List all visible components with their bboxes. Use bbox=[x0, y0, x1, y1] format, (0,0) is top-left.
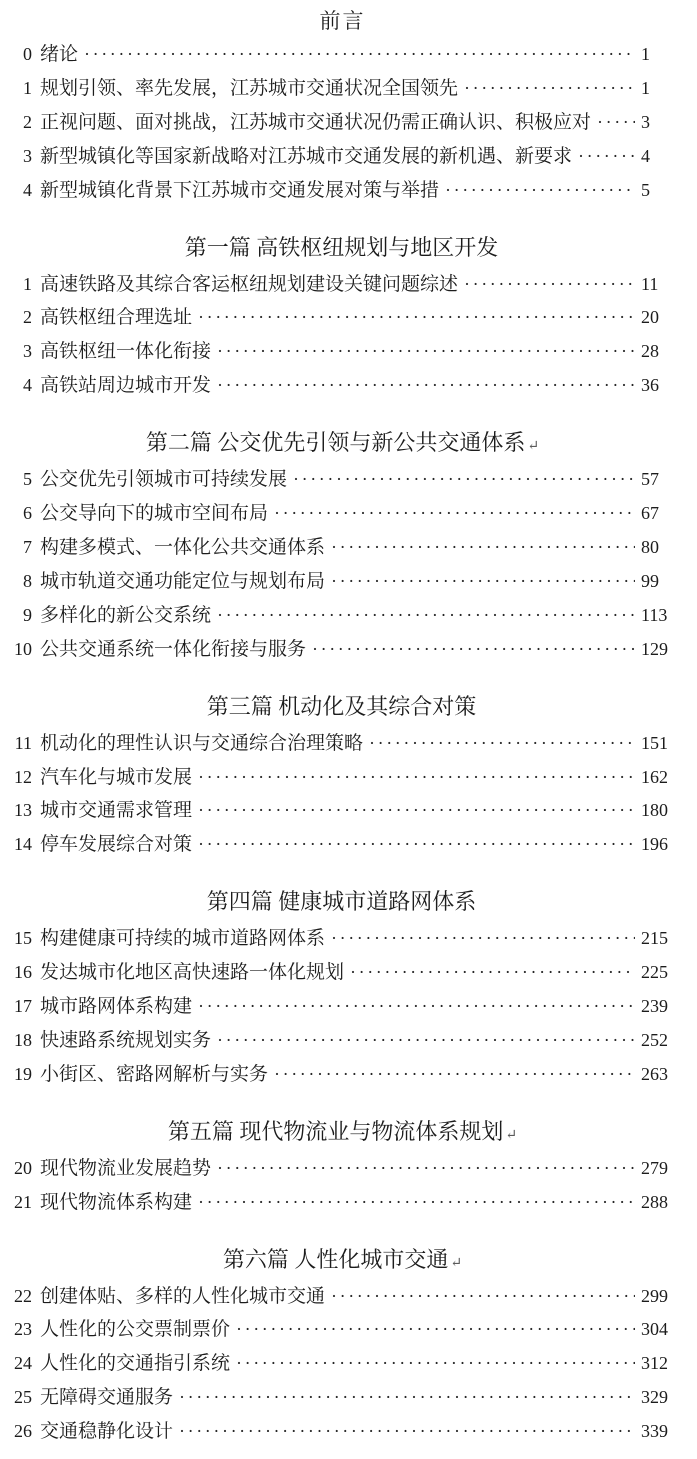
page-number: 57 bbox=[641, 469, 659, 490]
chapter-title: 汽车化与城市发展 bbox=[40, 766, 193, 788]
toc-entry bbox=[10, 1415, 675, 1449]
dot-leader bbox=[198, 828, 635, 862]
toc-section-part4 bbox=[10, 885, 675, 1092]
page-number: 1 bbox=[641, 77, 650, 98]
toc-entry bbox=[10, 1024, 675, 1058]
page-number: 151 bbox=[641, 732, 668, 753]
toc-entry bbox=[10, 1186, 675, 1220]
section-header-text: 第六篇 人性化城市交通 bbox=[222, 1246, 449, 1272]
toc-entry bbox=[10, 565, 675, 599]
chapter-number: 16 bbox=[14, 962, 32, 983]
page-number: 80 bbox=[641, 536, 659, 557]
toc-entry bbox=[10, 1152, 675, 1186]
chapter-title: 构建多模式、一体化公共交通体系 bbox=[40, 536, 326, 558]
section-header-text: 第五篇 现代物流业与物流体系规划 bbox=[167, 1118, 504, 1144]
toc-entry bbox=[10, 1381, 675, 1415]
section-header-text: 第四篇 健康城市道路网体系 bbox=[206, 889, 477, 915]
toc-entry bbox=[10, 828, 675, 862]
chapter-number: 19 bbox=[14, 1063, 32, 1084]
section-header bbox=[10, 690, 675, 727]
chapter-number: 25 bbox=[14, 1387, 32, 1408]
dot-leader bbox=[350, 956, 635, 990]
dot-leader bbox=[236, 1347, 635, 1381]
page-number: 304 bbox=[641, 1319, 668, 1340]
toc-entry bbox=[10, 794, 675, 828]
dot-leader bbox=[217, 1152, 635, 1186]
page-number: 3 bbox=[641, 111, 650, 132]
chapter-title: 公共交通系统一体化衔接与服务 bbox=[40, 638, 307, 660]
chapter-title: 城市轨道交通功能定位与规划布局 bbox=[40, 570, 326, 592]
toc-entry bbox=[10, 599, 675, 633]
chapter-number: 12 bbox=[14, 766, 32, 787]
page-number: 329 bbox=[641, 1387, 668, 1408]
chapter-number: 11 bbox=[14, 732, 32, 753]
chapter-title: 交通稳静化设计 bbox=[40, 1421, 174, 1443]
section-header bbox=[10, 231, 675, 268]
dot-leader bbox=[236, 1313, 635, 1347]
toc-section-part5 bbox=[10, 1115, 675, 1220]
page-number: 312 bbox=[641, 1353, 668, 1374]
dot-leader bbox=[445, 174, 635, 208]
page-number: 36 bbox=[641, 375, 659, 396]
chapter-title: 无障碍交通服务 bbox=[40, 1387, 174, 1409]
dot-leader bbox=[217, 335, 635, 369]
chapter-number: 1 bbox=[23, 77, 32, 98]
return-mark-icon: ↵ bbox=[527, 439, 540, 455]
toc-entry bbox=[10, 72, 675, 106]
chapter-number: 15 bbox=[14, 928, 32, 949]
page-number: 252 bbox=[641, 1029, 668, 1050]
dot-leader bbox=[274, 1058, 635, 1092]
page-number: 67 bbox=[641, 503, 659, 524]
toc-entry bbox=[10, 531, 675, 565]
chapter-number: 18 bbox=[14, 1029, 32, 1050]
dot-leader bbox=[331, 1280, 635, 1314]
toc-entry bbox=[10, 1313, 675, 1347]
chapter-title: 高铁枢纽合理选址 bbox=[40, 307, 193, 329]
dot-leader bbox=[464, 72, 635, 106]
section-header-text: 第二篇 公交优先引领与新公共交通体系 bbox=[145, 430, 526, 456]
chapter-number: 26 bbox=[14, 1421, 32, 1442]
chapter-number: 20 bbox=[14, 1157, 32, 1178]
toc-section-part2 bbox=[10, 426, 675, 666]
toc-section-part1 bbox=[10, 231, 675, 404]
chapter-title: 停车发展综合对策 bbox=[40, 834, 193, 856]
dot-leader bbox=[198, 990, 635, 1024]
toc-entry bbox=[10, 990, 675, 1024]
chapter-number: 21 bbox=[14, 1191, 32, 1212]
dot-leader bbox=[331, 922, 635, 956]
section-header bbox=[10, 1243, 675, 1280]
dot-leader bbox=[198, 1186, 635, 1220]
chapter-title: 高速铁路及其综合客运枢纽规划建设关键问题综述 bbox=[40, 273, 459, 295]
page-number: 20 bbox=[641, 307, 659, 328]
chapter-number: 3 bbox=[23, 341, 32, 362]
dot-leader bbox=[274, 497, 635, 531]
chapter-number: 5 bbox=[23, 469, 32, 490]
chapter-number: 2 bbox=[23, 307, 32, 328]
toc-section-part6 bbox=[10, 1243, 675, 1450]
dot-leader bbox=[578, 140, 635, 174]
toc-entry bbox=[10, 140, 675, 174]
chapter-number: 10 bbox=[14, 638, 32, 659]
chapter-number: 23 bbox=[14, 1319, 32, 1340]
page-number: 239 bbox=[641, 996, 668, 1017]
chapter-number: 9 bbox=[23, 604, 32, 625]
dot-leader bbox=[217, 1024, 635, 1058]
page-number: 1 bbox=[641, 44, 650, 64]
chapter-title: 发达城市化地区高快速路一体化规划 bbox=[40, 962, 345, 984]
chapter-title: 现代物流业发展趋势 bbox=[40, 1157, 212, 1179]
toc-entry bbox=[10, 1280, 675, 1314]
section-header-text: 第三篇 机动化及其综合对策 bbox=[206, 693, 477, 719]
dot-leader bbox=[312, 633, 635, 667]
chapter-title: 小街区、密路网解析与实务 bbox=[40, 1063, 269, 1085]
dot-leader bbox=[198, 301, 635, 335]
chapter-number: 7 bbox=[23, 536, 32, 557]
chapter-title: 人性化的公交票制票价 bbox=[40, 1319, 231, 1341]
toc-entry bbox=[10, 497, 675, 531]
dot-leader bbox=[198, 761, 635, 795]
chapter-number: 17 bbox=[14, 996, 32, 1017]
dot-leader bbox=[217, 599, 635, 633]
chapter-title: 人性化的交通指引系统 bbox=[40, 1353, 231, 1375]
chapter-number: 8 bbox=[23, 570, 32, 591]
dot-leader bbox=[464, 268, 635, 302]
dot-leader bbox=[597, 106, 635, 140]
toc-entry bbox=[10, 268, 675, 302]
chapter-number: 14 bbox=[14, 834, 32, 855]
chapter-title: 现代物流体系构建 bbox=[40, 1191, 193, 1213]
page-number: 215 bbox=[641, 928, 668, 949]
page-number: 196 bbox=[641, 834, 668, 855]
chapter-title: 公交优先引领城市可持续发展 bbox=[40, 469, 288, 491]
toc-entry bbox=[10, 38, 675, 72]
chapter-number: 1 bbox=[23, 273, 32, 294]
return-mark-icon: ↵ bbox=[505, 1127, 518, 1143]
dot-leader bbox=[331, 565, 635, 599]
toc-entry bbox=[10, 369, 675, 403]
chapter-number: 24 bbox=[14, 1353, 32, 1374]
return-mark-icon: ↵ bbox=[450, 1255, 463, 1271]
chapter-title: 高铁枢纽一体化衔接 bbox=[40, 341, 212, 363]
dot-leader bbox=[179, 1415, 635, 1449]
toc-entry bbox=[10, 1058, 675, 1092]
page-number: 4 bbox=[641, 145, 650, 166]
page-number: 162 bbox=[641, 766, 668, 787]
toc-entry bbox=[10, 335, 675, 369]
chapter-title: 正视问题、面对挑战，江苏城市交通状况仍需正确认识、积极应对 bbox=[40, 111, 592, 133]
chapter-title: 创建体贴、多样的人性化城市交通 bbox=[40, 1285, 326, 1307]
toc-entry bbox=[10, 106, 675, 140]
page-number: 11 bbox=[641, 273, 659, 294]
dot-leader bbox=[84, 38, 635, 72]
dot-leader bbox=[198, 794, 635, 828]
page-number: 263 bbox=[641, 1063, 668, 1084]
page-number: 5 bbox=[641, 179, 650, 200]
toc-entry bbox=[10, 956, 675, 990]
chapter-title: 多样化的新公交系统 bbox=[40, 604, 212, 626]
chapter-title: 公交导向下的城市空间布局 bbox=[40, 503, 269, 525]
toc-section-preface bbox=[10, 38, 675, 208]
chapter-number: 4 bbox=[23, 179, 32, 200]
section-header bbox=[10, 885, 675, 922]
dot-leader bbox=[331, 531, 635, 565]
doc-title: 前言 bbox=[319, 9, 366, 33]
toc-entry bbox=[10, 633, 675, 667]
dot-leader bbox=[217, 369, 635, 403]
chapter-title: 城市交通需求管理 bbox=[40, 800, 193, 822]
chapter-title: 高铁站周边城市开发 bbox=[40, 375, 212, 397]
chapter-title: 构建健康可持续的城市道路网体系 bbox=[40, 928, 326, 950]
chapter-title: 快速路系统规划实务 bbox=[40, 1029, 212, 1051]
toc-entry bbox=[10, 301, 675, 335]
toc-entry bbox=[10, 463, 675, 497]
chapter-title: 新型城镇化等国家新战略对江苏城市交通发展的新机遇、新要求 bbox=[40, 145, 573, 167]
chapter-title: 机动化的理性认识与交通综合治理策略 bbox=[40, 732, 364, 754]
chapter-title: 新型城镇化背景下江苏城市交通发展对策与举措 bbox=[40, 179, 440, 201]
chapter-number: 13 bbox=[14, 800, 32, 821]
toc-section-part3 bbox=[10, 690, 675, 863]
chapter-number: 6 bbox=[23, 503, 32, 524]
section-header bbox=[10, 426, 675, 463]
page-number: 299 bbox=[641, 1285, 668, 1306]
toc-entry bbox=[10, 727, 675, 761]
chapter-number: 4 bbox=[23, 375, 32, 396]
page-number: 113 bbox=[641, 604, 668, 625]
chapter-title: 绪论 bbox=[40, 44, 79, 65]
dot-leader bbox=[369, 727, 635, 761]
toc-entry bbox=[10, 761, 675, 795]
section-header bbox=[10, 1115, 675, 1152]
chapter-number: 0 bbox=[23, 44, 32, 64]
chapter-title: 城市路网体系构建 bbox=[40, 996, 193, 1018]
page-number: 28 bbox=[641, 341, 659, 362]
page-number: 180 bbox=[641, 800, 668, 821]
page-number: 129 bbox=[641, 638, 668, 659]
toc-entry bbox=[10, 1347, 675, 1381]
dot-leader bbox=[293, 463, 635, 497]
toc-entry bbox=[10, 174, 675, 208]
chapter-number: 3 bbox=[23, 145, 32, 166]
section-header-text: 第一篇 高铁枢纽规划与地区开发 bbox=[184, 234, 499, 260]
page-number: 339 bbox=[641, 1421, 668, 1442]
toc-entry bbox=[10, 922, 675, 956]
page-number: 99 bbox=[641, 570, 659, 591]
page-number: 288 bbox=[641, 1191, 668, 1212]
chapter-title: 规划引领、率先发展，江苏城市交通状况全国领先 bbox=[40, 77, 459, 99]
chapter-number: 22 bbox=[14, 1285, 32, 1306]
page-number: 279 bbox=[641, 1157, 668, 1178]
chapter-number: 2 bbox=[23, 111, 32, 132]
dot-leader bbox=[179, 1381, 635, 1415]
page-number: 225 bbox=[641, 962, 668, 983]
